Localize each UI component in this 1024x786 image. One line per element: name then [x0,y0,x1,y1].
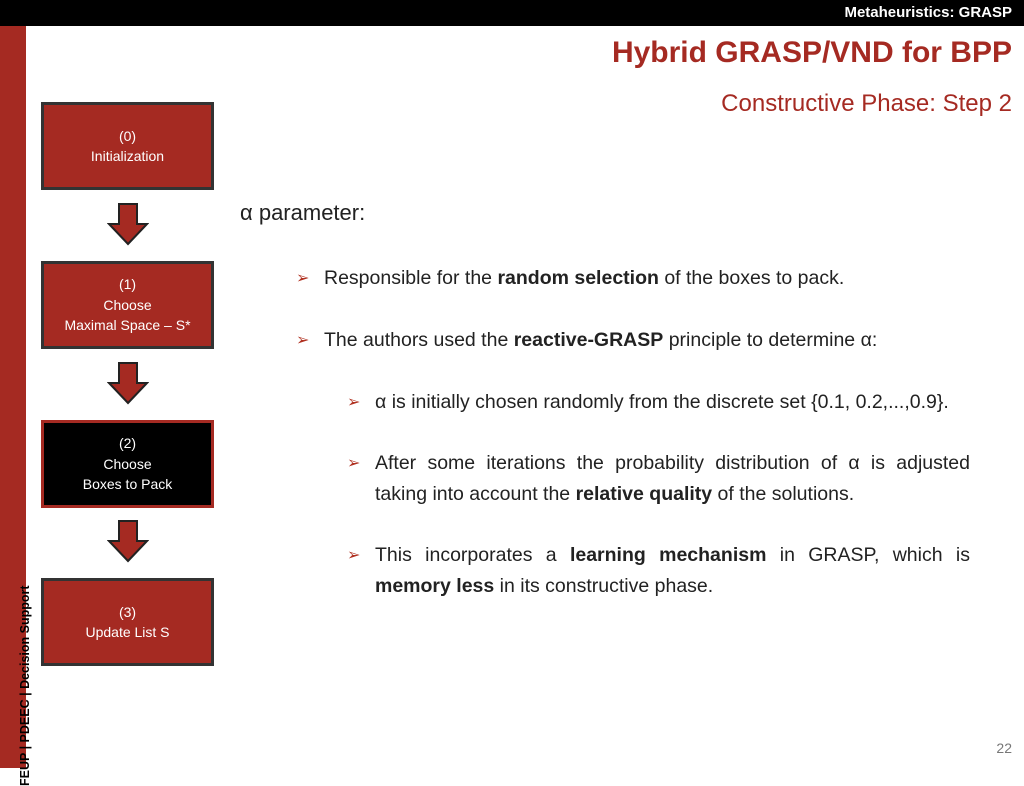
bullet-reactive-grasp: ➢ The authors used the reactive-GRASP principle to determine α: [324,325,970,356]
page-number: 22 [996,740,1012,756]
step-label: Choose [103,455,152,472]
top-bar [0,0,1024,26]
step-label: Update List S [85,624,170,640]
flow-step-0 [41,102,214,190]
alpha-heading: α parameter: [240,200,366,225]
down-arrow-icon [107,361,149,405]
step-number: (3) [118,603,137,620]
bullet-random-selection: ➢ Responsible for the random selection of the boxes to pack. [324,263,972,294]
sub-bullet-initial-alpha: ➢ α is initially chosen randomly from the discrete set {0.1, 0.2,...,0.9}. [375,387,970,418]
flow-step-2-active [41,420,214,508]
sidebar-label: FEUP | PDEEC | Decision Support [18,585,32,786]
sidebar [0,26,32,786]
down-arrow-icon [107,519,149,563]
arrowhead-bullet-icon: ➢ [296,270,310,287]
course-title: Metaheuristics: GRASP [844,4,1012,21]
step-number: (1) [118,276,137,293]
step-number: (0) [118,127,137,144]
flow-step-1 [41,261,214,349]
step-label-2: Maximal Space – S* [64,317,191,334]
arrowhead-bullet-icon: ➢ [347,394,361,411]
step-number: (2) [118,435,137,452]
arrowhead-bullet-icon: ➢ [347,547,361,564]
step-label: Choose [103,296,152,313]
sub-bullet-adjusted-distribution: ➢ After some iterations the probability distribution of α is adjusted taking into account the relative quality of the solutions. [375,448,970,510]
down-arrow-icon [107,202,149,246]
sub-bullet-learning-mechanism: ➢ This incorporates a learning mechanism in GRASP, which is memory less in its constructive phase. [375,540,970,602]
step-label: Initialization [90,148,165,164]
arrowhead-bullet-icon: ➢ [347,455,361,472]
slide-title: Hybrid GRASP/VND for BPP [611,36,1012,69]
arrowhead-bullet-icon: ➢ [296,332,310,349]
sidebar-label-wrap [3,546,32,786]
slide-subtitle: Constructive Phase: Step 2 [721,90,1012,117]
flow-step-3 [41,578,214,666]
step-label-2: Boxes to Pack [82,476,173,493]
